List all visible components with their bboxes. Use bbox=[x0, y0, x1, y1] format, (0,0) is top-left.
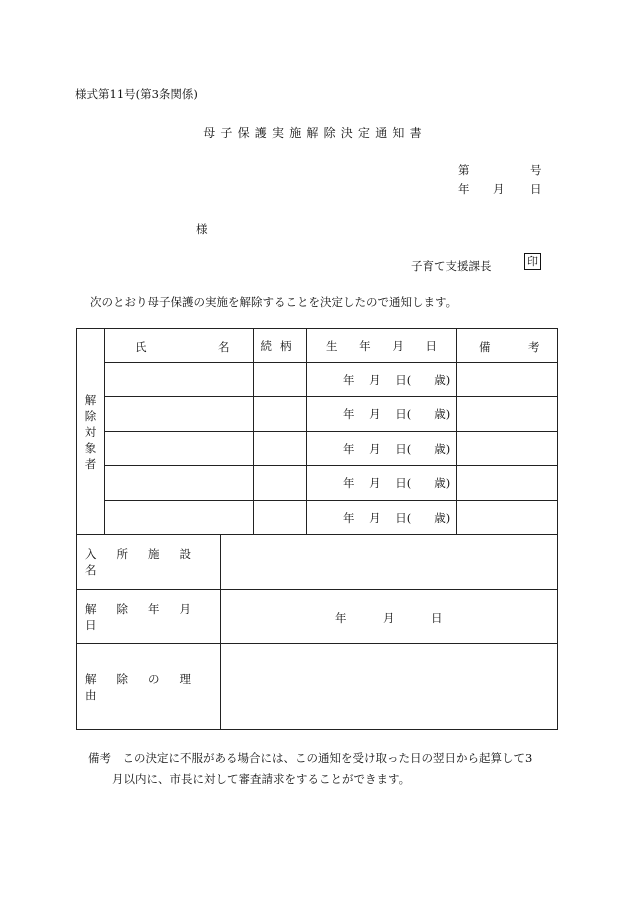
header-dob: 生 年 月 日 bbox=[307, 329, 457, 363]
dob-cell[interactable]: 年 月 日( 歳) bbox=[307, 466, 457, 501]
release-date-day: 日 bbox=[431, 611, 443, 625]
relation-cell[interactable] bbox=[254, 466, 307, 501]
header-name: 氏 名 bbox=[105, 329, 254, 363]
dob-cell[interactable]: 年 月 日( 歳) bbox=[307, 432, 457, 466]
reason-label: 解除の理由 bbox=[77, 644, 221, 730]
name-cell[interactable] bbox=[105, 501, 254, 535]
table-row bbox=[77, 363, 558, 397]
remarks-cell[interactable] bbox=[457, 432, 558, 466]
name-cell[interactable] bbox=[105, 397, 254, 432]
remarks-line-1: 備考 この決定に不服がある場合には、この通知を受け取った日の翌日から起算して3 bbox=[88, 751, 533, 765]
table-row bbox=[77, 466, 558, 501]
form-number: 様式第11号(第3条関係) bbox=[75, 87, 198, 101]
dob-cell[interactable]: 年 月 日( 歳) bbox=[307, 397, 457, 432]
table-row bbox=[77, 501, 558, 535]
remarks-cell[interactable] bbox=[457, 397, 558, 432]
issuer: 子育て支援課長 bbox=[411, 259, 492, 273]
doc-number-suffix: 号 bbox=[530, 163, 542, 177]
dob-cell[interactable]: 年 月 日( 歳) bbox=[307, 363, 457, 397]
header-remarks: 備 考 bbox=[457, 329, 558, 363]
reason-field[interactable] bbox=[221, 644, 558, 730]
page-title: 母子保護実施解除決定通知書 bbox=[203, 126, 427, 140]
remarks-line-2: 月以内に、市長に対して審査請求をすることができます。 bbox=[112, 772, 411, 786]
remarks bbox=[88, 748, 550, 790]
release-date-field[interactable] bbox=[221, 590, 558, 644]
remarks-cell[interactable] bbox=[457, 501, 558, 535]
side-label: 解 除 対 象 者 bbox=[77, 329, 105, 535]
dob-cell[interactable]: 年 月 日( 歳) bbox=[307, 501, 457, 535]
release-date-year: 年 bbox=[335, 611, 347, 625]
name-cell[interactable] bbox=[105, 363, 254, 397]
relation-cell[interactable] bbox=[254, 363, 307, 397]
release-date-month: 月 bbox=[383, 611, 395, 625]
release-target-table bbox=[76, 328, 558, 730]
remarks-cell[interactable] bbox=[457, 363, 558, 397]
date-month: 月 bbox=[493, 182, 505, 196]
intro-text: 次のとおり母子保護の実施を解除することを決定したので通知します。 bbox=[90, 295, 458, 309]
remarks-cell[interactable] bbox=[457, 466, 558, 501]
facility-label: 入所施設名 bbox=[77, 535, 221, 590]
header-relation: 続柄 bbox=[254, 329, 307, 363]
relation-cell[interactable] bbox=[254, 397, 307, 432]
name-cell[interactable] bbox=[105, 466, 254, 501]
release-date-label: 解除年月日 bbox=[77, 590, 221, 644]
addressee-suffix: 様 bbox=[196, 222, 208, 236]
date-day: 日 bbox=[530, 182, 542, 196]
seal-icon: 印 bbox=[524, 253, 541, 270]
name-cell[interactable] bbox=[105, 432, 254, 466]
facility-field[interactable] bbox=[221, 535, 558, 590]
relation-cell[interactable] bbox=[254, 501, 307, 535]
date-year: 年 bbox=[458, 182, 470, 196]
doc-number-prefix: 第 bbox=[458, 163, 470, 177]
table-row bbox=[77, 397, 558, 432]
table-row bbox=[77, 432, 558, 466]
relation-cell[interactable] bbox=[254, 432, 307, 466]
